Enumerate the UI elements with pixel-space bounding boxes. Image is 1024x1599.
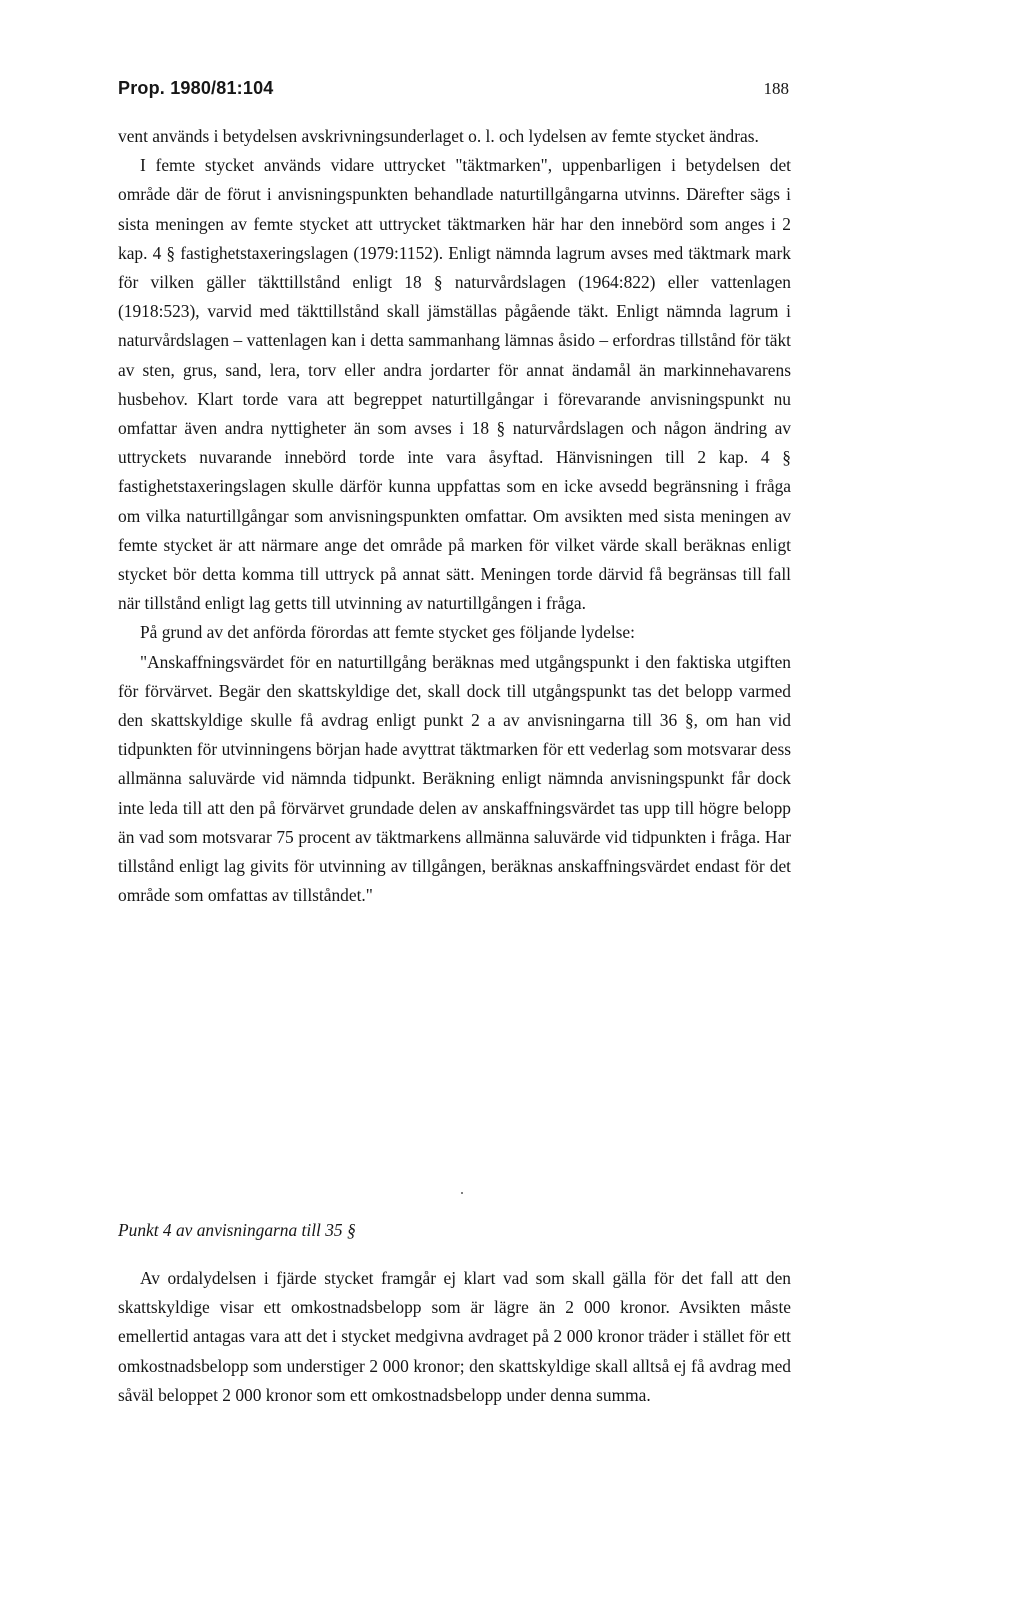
document-page — [118, 78, 791, 910]
section-body — [118, 1264, 791, 1410]
paragraph-proposed-wording: "Anskaffningsvärdet för en naturtillgång beräknas med utgångspunkt i den faktiska utgiften för förvärvet. Begär den skattskyldige det, skall dock till utgångspunkt tas det belopp varmed den skattskyldige skulle få avdrag enligt punkt 2 a av anvisningarna till 36 §, om han vid tidpunkten för utvinningens början hade avyttrat täktmarken för ett vederlag som motsvarar dess allmänna saluvärde vid nämnda tidpunkt. Beräkning enligt nämnda anvisningspunkt får dock inte leda till att den på förvärvet grundade delen av anskaffningsvärdet tas upp till högre belopp än vad som motsvarar 75 procent av täktmarkens allmänna saluvärde vid tidpunkten i fråga. Har tillstånd enligt lag givits för utvinning av tillgången, beräknas anskaffningsvärdet endast för det område som omfattas av tillståndet." — [118, 651, 791, 906]
page-number: 188 — [763, 79, 789, 98]
stray-dot — [461, 1192, 463, 1194]
page-header — [118, 78, 791, 118]
paragraph-taktmarken: I femte stycket används vidare uttrycket "täktmarken", uppenbarligen i betydelsen det område där de förut i anvisningspunkten behandlade naturtillgångarna utvinns. Därefter sägs i sista meningen av femte stycket att uttrycket täktmarken här har den innebörd som anges i 2 kap. 4 § fastighetstaxeringslagen (1979:1152). Enligt nämnda lagrum avses med täktmark mark för vilken gäller täkttillstånd enligt 18 § naturvårdslagen (1964:822) eller vattenlagen (1918:523), varvid med täkttillstånd skall jämställas pågående täkt. Enligt nämnda lagrum i naturvårdslagen – vattenlagen kan i detta sammanhang lämnas åsido – erfordras tillstånd för täkt av sten, grus, sand, lera, torv eller andra jordarter för annat ändamål än markinnehavarens husbehov. Klart torde vara att begreppet naturtillgångar i förevarande anvisningspunkt nu omfattar även andra nyttigheter än som avses i 18 § naturvårdslagen och någon ändring av uttryckets nuvarande innebörd torde inte vara åsyftad. Hänvisningen till 2 kap. 4 § fastighetstaxeringslagen skulle därför kunna uppfattas som en icke avsedd begränsning i fråga om vilka naturtillgångar som anvisningspunkten omfattar. Om avsikten med sista meningen av femte stycket är att närmare ange det område på marken för vilket värde skall beräknas enligt stycket bör detta komma till uttryck på annat sätt. Meningen torde därvid få begränsas till fall när tillstånd enligt lag getts till utvinning av naturtillgången i fråga. — [118, 155, 791, 614]
section-paragraph: Av ordalydelsen i fjärde stycket framgår ej klart vad som skall gälla för det fall att den skattskyldige visar ett omkostnadsbelopp som är lägre än 2 000 kronor. Avsikten måste emellertid antagas vara att det i stycket medgivna avdraget på 2 000 kronor träder i stället för ett omkostnadsbelopp som understiger 2 000 kronor; den skattskyldige skall alltså ej få avdrag med såväl beloppet 2 000 kronor som ett omkostnadsbelopp under denna summa. — [118, 1268, 791, 1405]
document-reference: Prop. 1980/81:104 — [118, 78, 274, 98]
section-heading: Punkt 4 av anvisningarna till 35 § — [118, 1220, 356, 1240]
paragraph-continuation: vent används i betydelsen avskrivningsunderlaget o. l. och lydelsen av femte stycket ändras. — [118, 126, 759, 146]
paragraph-proposal-intro: På grund av det anförda förordas att femte stycket ges följande lydelse: — [140, 622, 635, 643]
body-text — [118, 122, 791, 910]
